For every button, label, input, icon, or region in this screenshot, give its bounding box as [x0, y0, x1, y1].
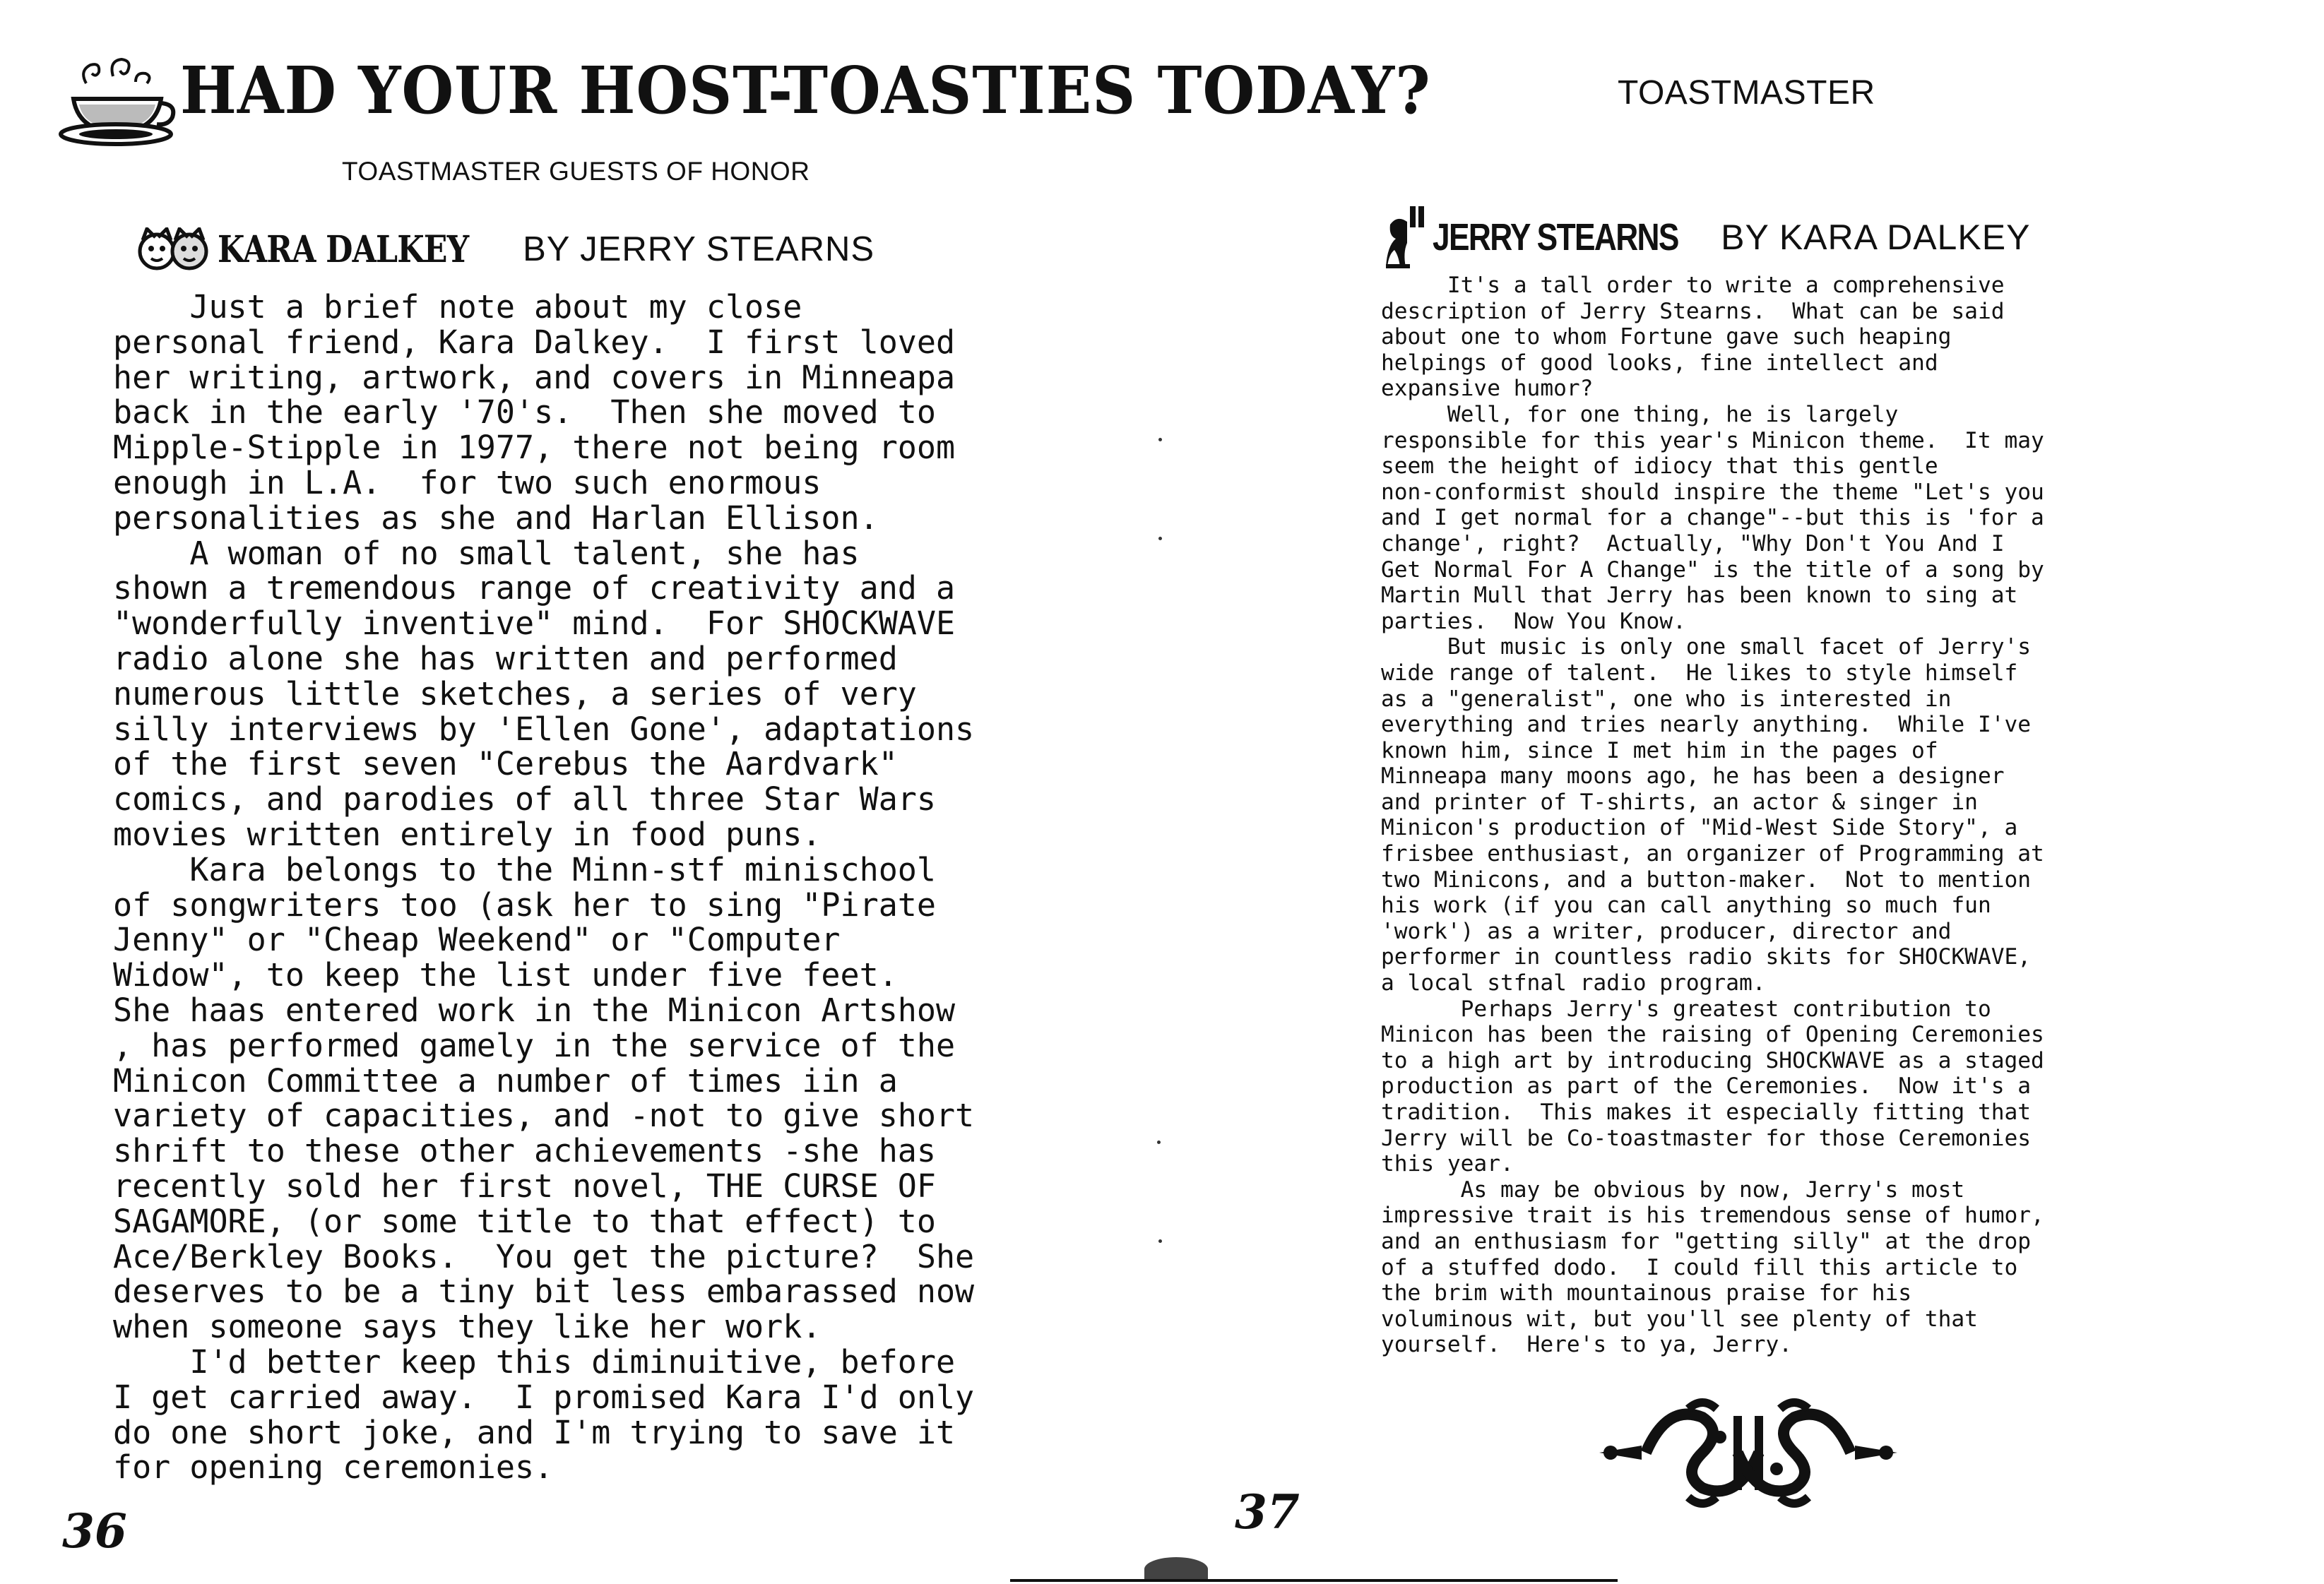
paragraph: Just a brief note about my close personal friend, Kara Dalkey. I first loved her writing, artwork, and covers in Minneapa back in the early '70's. Then she moved to Mipple-Stipple in 1977, there not being room enough in L.A. for two such enormous personalities as she and Harlan Ellison. — [113, 288, 956, 537]
paragraph: Kara belongs to the Minn-stf minischool of songwriters too (ask her to sing "Pirate Jenny" or "Cheap Weekend" or "Computer Widow", to keep the list under five feet. She haas entered work in the Minicon Artshow , has performed gamely in the service of the Minicon Committee a number of times iin a variety of capacities, and -not to give short shrift to these other achievements -she has recently sold her first novel, THE CURSE OF SAGAMORE, (or some title to that effect) to Ace/Berkley Books. You get the picture? She deserves to be a tiny bit less embarassed now when someone says they like her work. — [113, 850, 975, 1346]
spine-shadow — [1144, 1557, 1208, 1581]
byline-kara-dalkey — [136, 227, 875, 271]
article-jerry-stearns — [1381, 273, 2179, 1358]
spine-line — [1010, 1579, 1618, 1582]
byline-author: BY KARA DALKEY — [1721, 218, 2031, 257]
main-heading: HAD YOUR HOST-TOASTIES TODAY? — [180, 52, 1431, 129]
running-head: TOASTMASTER — [1618, 74, 1875, 112]
paragraph: As may be obvious by now, Jerry's most impressive trait is his tremendous sense of humor, and an enthusiasm for "getting silly" at the drop of a stuffed dodo. I could fill this article to the brim with mountainous praise for his voluminous wit, but you'll see plenty of that yourself. Here's to ya, Jerry. — [1381, 1177, 2044, 1358]
subheading: TOASTMASTER GUESTS OF HONOR — [342, 157, 810, 186]
figure-icon — [1386, 205, 1430, 270]
paragraph: Perhaps Jerry's greatest contribution to Minicon has been the raising of Opening Ceremonies to a high art by introducing SHOCKWAVE as a staged production as part of the Ceremonies. Now it's a tradition. This makes it especially fitting that Jerry will be Co-toastmaster for those Ceremonies this year. — [1381, 996, 2044, 1177]
byline-name: JERRY STEARNS — [1433, 216, 1678, 258]
paragraph: A woman of no small talent, she has shown a tremendous range of creativity and a "wonderfully inventive" mind. For SHOCKWAVE radio alone she has written and performed numerous little sketches, a series of very silly interviews by 'Ellen Gone', adaptations of the first seven "Cerebus the Aardvark" comics, and parodies of all three Star Wars movies written entirely in food puns. — [113, 534, 975, 853]
margin-dot — [1157, 1141, 1161, 1144]
paragraph: I'd better keep this diminuitive, before I get carried away. I promised Kara I'd only do one short joke, and I'm trying to save it for opening ceremonies. — [113, 1342, 975, 1487]
byline-name: KARA DALKEY — [218, 227, 469, 271]
page-number: 36 — [62, 1503, 127, 1559]
page-number: 37 — [1235, 1484, 1300, 1540]
scroll-ornament-icon — [1596, 1395, 1900, 1511]
article-kara-dalkey — [113, 290, 1081, 1485]
paragraph: It's a tall order to write a comprehensive description of Jerry Stearns. What can be said about one to whom Fortune gave such heaping helpings of good looks, fine intellect and expansive humor? — [1381, 273, 2005, 402]
cat-faces-icon — [136, 227, 212, 271]
paragraph: Well, for one thing, he is largely responsible for this year's Minicon theme. It may seem the height of idiocy that this gentle non-conformist should inspire the theme "Let's you and I get normal for a change"--but this is 'for a change', right? Actually, "Why Don't You And I Get Normal For A Change" is the title of a song by Martin Mull that Jerry has been known to sing at parties. Now You Know. — [1381, 401, 2044, 634]
teacup-icon — [58, 55, 178, 150]
byline-author: BY JERRY STEARNS — [523, 230, 875, 268]
byline-jerry-stearns — [1386, 205, 2030, 270]
paragraph: But music is only one small facet of Jerry's wide range of talent. He likes to style himself as a "generalist", one who is interested in everything and tries nearly anything. While I've known him, since I met him in the pages of Minneapa many moons ago, he has been a designer and printer of T-shirts, an actor & singer in Minicon's production of "Mid-West Side Story", a frisbee enthusiast, an organizer of Programming at two Minicons, and a button-maker. Not to mention his work (if you can call anything so much fun 'work') as a writer, producer, director and performer in countless radio skits for SHOCKWAVE, a local stfnal radio program. — [1381, 634, 2044, 996]
